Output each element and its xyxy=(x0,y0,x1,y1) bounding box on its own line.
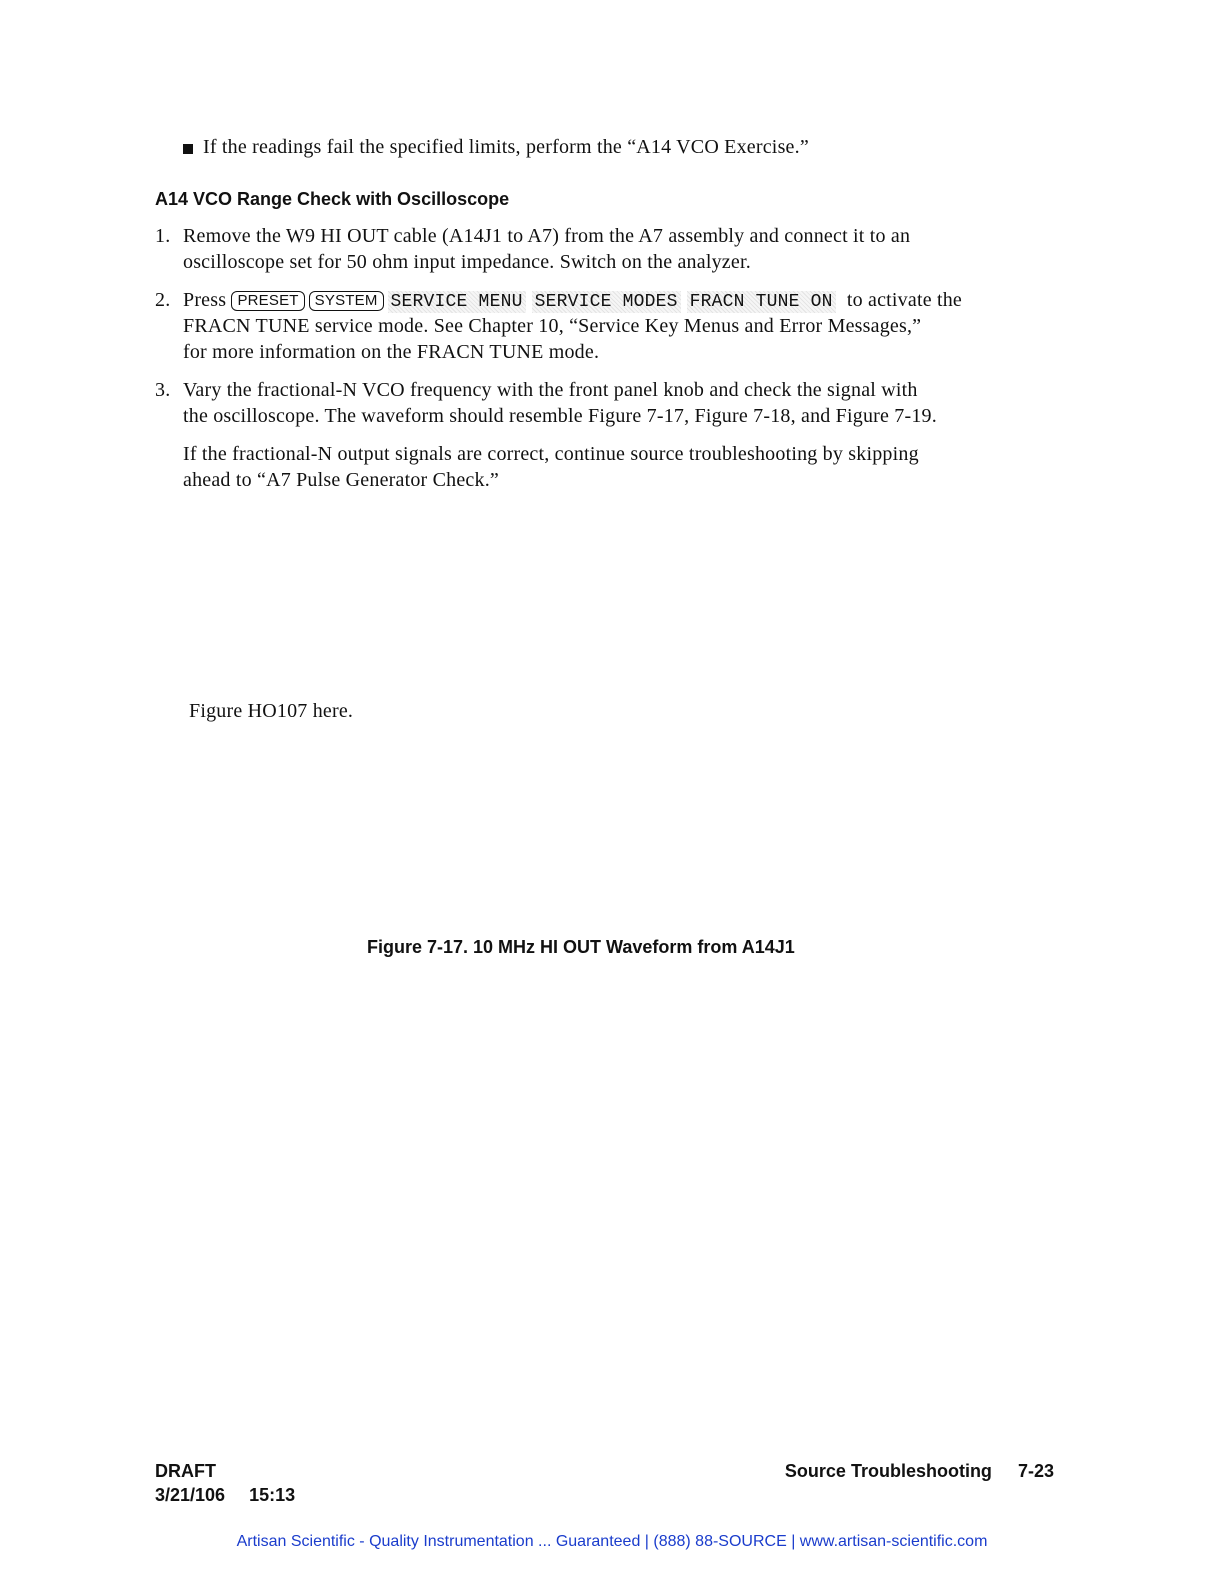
followup-line-1: If the fractional-N output signals are correct, continue source troubleshooting by skipping xyxy=(183,443,919,465)
footer-date: 3/21/106 xyxy=(155,1485,226,1505)
figure-placeholder: Figure HO107 here. xyxy=(189,700,354,722)
bullet-square-icon xyxy=(183,144,193,154)
footer-timestamp xyxy=(155,1484,295,1506)
followup-paragraph xyxy=(183,441,1053,493)
footer-time: 15:13 xyxy=(249,1485,296,1505)
step-number: 2. xyxy=(155,289,171,311)
service-menu-softkey: SERVICE MENU xyxy=(388,291,526,313)
figure-caption: Figure 7-17. 10 MHz HI OUT Waveform from A14J1 xyxy=(367,937,795,957)
press-label: Press xyxy=(183,289,227,311)
step-number: 1. xyxy=(155,225,171,247)
step-1-text xyxy=(183,223,1053,275)
step-2-line-3: for more information on the FRACN TUNE mode. xyxy=(183,341,600,363)
step-number: 3. xyxy=(155,379,171,401)
service-modes-softkey: SERVICE MODES xyxy=(532,291,681,313)
step-2-line-1 xyxy=(183,287,1053,313)
step-1-line-1: Remove the W9 HI OUT cable (A14J1 to A7) from the A7 assembly and connect it to an xyxy=(183,225,911,247)
step-2-line-2: FRACN TUNE service mode. See Chapter 10, “Service Key Menus and Error Messages,” xyxy=(183,315,922,337)
artisan-banner-link[interactable]: Artisan Scientific - Quality Instrumentation ... Guaranteed | (888) 88-SOURCE | www.artisan-scientific.com xyxy=(236,1533,988,1550)
footer-page-number: 7-23 xyxy=(1017,1461,1054,1481)
fracn-tune-on-softkey: FRACN TUNE ON xyxy=(687,291,836,313)
step-3-line-2: the oscilloscope. The waveform should resemble Figure 7-17, Figure 7-18, and Figure 7-19. xyxy=(183,405,937,427)
step-3-line-1: Vary the fractional-N VCO frequency with the front panel knob and check the signal with xyxy=(183,379,918,401)
step-2-text xyxy=(183,287,1053,365)
step-1-line-2: oscilloscope set for 50 ohm input impedance. Switch on the analyzer. xyxy=(183,251,751,273)
bullet-text: If the readings fail the specified limits, perform the “A14 VCO Exercise.” xyxy=(203,136,809,158)
footer-section: Source Troubleshooting xyxy=(784,1461,992,1481)
section-heading: A14 VCO Range Check with Oscilloscope xyxy=(155,189,510,209)
system-key: SYSTEM xyxy=(309,291,384,311)
preset-key: PRESET xyxy=(231,291,304,311)
footer-draft: DRAFT xyxy=(155,1461,216,1481)
footer-page-info xyxy=(785,1460,1054,1482)
followup-line-2: ahead to “A7 Pulse Generator Check.” xyxy=(183,469,499,491)
step-2-line-1-tail: to activate the xyxy=(846,289,963,311)
step-3-text xyxy=(183,377,1053,429)
